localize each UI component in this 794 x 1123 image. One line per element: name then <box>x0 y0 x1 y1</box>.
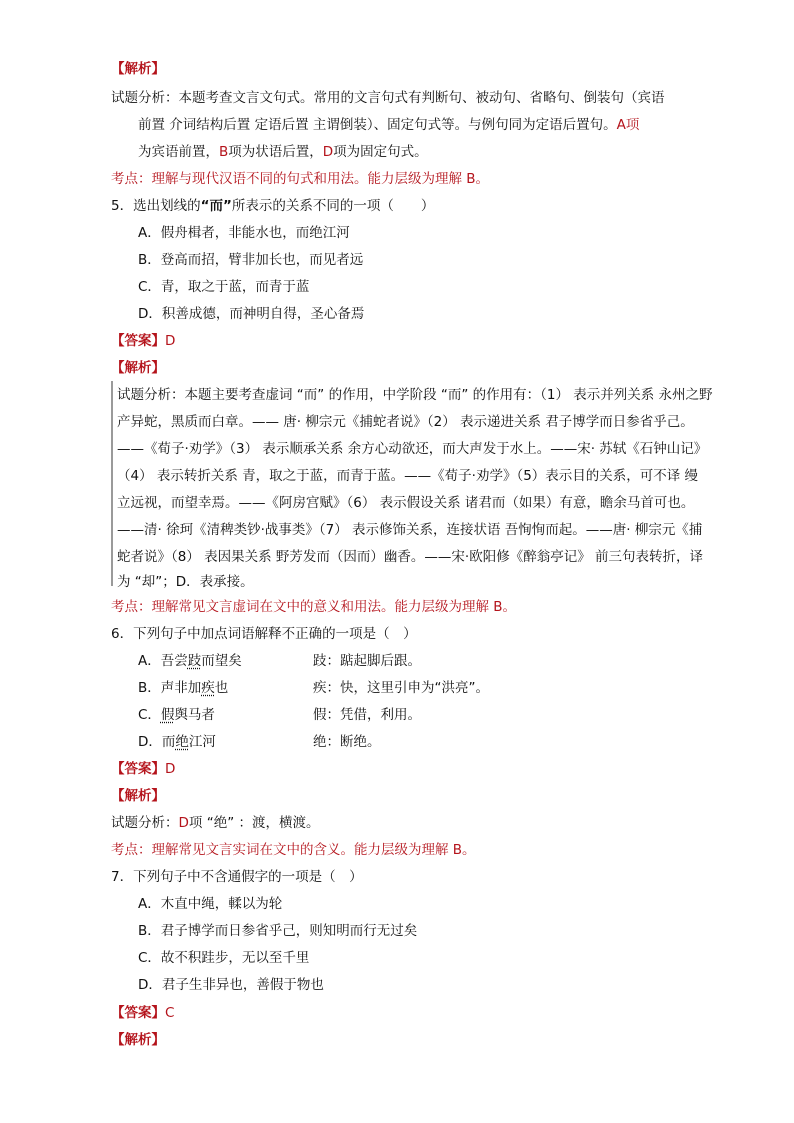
q5-analysis-line-1: 试题分析：本题主要考查虚词 “而” 的作用，中学阶段 “而” 的作用有：（1） 表示并列关系 永州之野 <box>117 387 713 403</box>
q7-option-c: C．故不积跬步，无以至千里 <box>138 950 310 966</box>
q5-stem-c: 所表示的关系不同的一项（ ） <box>231 198 435 214</box>
analysis-line-3-d: D <box>322 144 334 160</box>
q6-option-d-dotted: 绝 <box>175 734 189 750</box>
q6-analysis-b: D <box>178 815 189 831</box>
q7-answer-label: 【答案】 <box>111 1005 165 1021</box>
q6-option-c <box>138 705 215 725</box>
q6-option-d <box>138 732 216 752</box>
analysis-line-1: 试题分析：本题考查文言文句式。常用的文言句式有判断句、被动句、省略句、倒装句（宾语 <box>111 90 665 106</box>
q6-analysis <box>111 813 319 833</box>
q5-analysis-line-6: ——清· 徐珂《清稗类钞·战事类》（7） 表示修饰关系，连接状语 吾恂恂而起。——唐· 柳宗元《捕 <box>117 522 703 538</box>
q5-option-d: D．积善成德，而神明自得，圣心备焉 <box>138 306 365 322</box>
q6-option-b <box>138 678 228 698</box>
q6-answer <box>111 759 175 779</box>
q6-option-a-pre: A．吾尝 <box>138 653 188 669</box>
q6-kaodian-label: 考点： <box>111 842 152 858</box>
q6-kaodian <box>111 840 476 860</box>
q6-option-b-dotted: 疾 <box>201 680 215 696</box>
analysis-box-border <box>111 381 113 586</box>
analysis-line-3-a: 为宾语前置， <box>138 144 219 160</box>
analysis-line-3-c: 项为状语后置， <box>228 144 323 160</box>
q5-analysis-line-3: ——《荀子·劝学》（3） 表示顺承关系 余方心动欲还，而大声发于水上。——宋· 苏轼《石钟山记》 <box>117 441 708 457</box>
q6-answer-value: D <box>165 761 176 777</box>
q7-option-b: B．君子博学而日参省乎己，则知明而行无过矣 <box>138 923 418 939</box>
q6-kaodian-text: 理解常见文言实词在文中的含义。能力层级为理解 B。 <box>151 842 476 858</box>
q6-answer-label: 【答案】 <box>111 761 165 777</box>
q5-stem-b: “而” <box>200 198 232 214</box>
q5-kaodian-text: 理解常见文言虚词在文中的意义和用法。能力层级为理解 B。 <box>151 599 517 615</box>
kaodian-text: 理解与现代汉语不同的句式和用法。能力层级为理解 B。 <box>151 171 490 187</box>
q5-kaodian <box>111 597 516 617</box>
q6-option-b-pre: B．声非加 <box>138 680 202 696</box>
q5-option-a: A．假舟楫者，非能水也，而绝江河 <box>138 225 350 241</box>
q6-option-a-post: 而望矣 <box>201 653 242 669</box>
analysis-line-2-option: A项 <box>616 117 640 133</box>
kaodian-line-1 <box>111 169 489 189</box>
q6-option-d-pre: D．而 <box>138 734 176 750</box>
q6-option-d-explanation: 绝：断绝。 <box>313 734 381 750</box>
q6-analysis-a: 试题分析： <box>111 815 179 831</box>
q6-option-c-post: 舆马者 <box>174 707 215 723</box>
q5-analysis-line-2: 产异蛇，黑质而白章。—— 唐· 柳宗元《捕蛇者说》（2） 表示递进关系 君子博学而日参省乎己。 <box>117 414 694 430</box>
q5-stem-a: 5．选出划线的 <box>111 198 201 214</box>
question-7-stem: 7．下列句子中不含通假字的一项是（ ） <box>111 869 363 885</box>
q5-answer-label: 【答案】 <box>111 333 165 349</box>
analysis-line-3 <box>138 142 428 162</box>
question-5-stem <box>111 196 434 216</box>
q6-option-c-dotted: 假 <box>160 707 175 723</box>
q6-option-c-pre: C． <box>138 707 161 723</box>
q5-kaodian-label: 考点： <box>111 599 152 615</box>
q7-answer <box>111 1003 174 1023</box>
kaodian-label: 考点： <box>111 171 152 187</box>
q5-analysis-line-7: 蛇者说》（8） 表因果关系 野芳发而（因而）幽香。——宋·欧阳修《醉翁亭记》 前三句表转折，译 <box>117 549 704 565</box>
q6-option-b-post: 也 <box>214 680 229 696</box>
q6-option-b-explanation: 疾：快，这里引申为“洪亮”。 <box>313 680 489 696</box>
q5-answer <box>111 331 175 351</box>
analysis-line-3-b: B <box>219 144 229 160</box>
q6-option-c-explanation: 假：凭借，利用。 <box>313 707 421 723</box>
analysis-heading: 【解析】 <box>111 61 165 77</box>
question-6-stem: 6．下列句子中加点词语解释不正确的一项是（ ） <box>111 626 417 642</box>
q7-option-a: A．木直中绳，輮以为轮 <box>138 896 283 912</box>
q6-option-a <box>138 651 242 671</box>
q5-analysis-line-8: 为 “却”；D．表承接。 <box>117 574 254 590</box>
q6-analysis-heading: 【解析】 <box>111 788 165 804</box>
analysis-line-2 <box>138 115 639 135</box>
q5-answer-value: D <box>165 333 176 349</box>
q7-answer-value: C <box>165 1005 175 1021</box>
q6-option-a-explanation: 跂：踮起脚后跟。 <box>313 653 421 669</box>
q7-analysis-heading: 【解析】 <box>111 1032 165 1048</box>
q5-analysis-heading: 【解析】 <box>111 360 165 376</box>
q6-option-a-dotted: 跂 <box>187 653 202 669</box>
analysis-line-2-text: 前置 介词结构后置 定语后置 主谓倒装）、固定句式等。与例句同为定语后置句。 <box>138 117 617 133</box>
analysis-line-3-e: 项为固定句式。 <box>333 144 428 160</box>
q7-option-d: D．君子生非异也，善假于物也 <box>138 977 324 993</box>
q6-option-d-post: 江河 <box>188 734 216 750</box>
q5-analysis-line-5: 立远视，而望幸焉。——《阿房宫赋》（6） 表示假设关系 诸君而（如果）有意，瞻余马首可也。 <box>117 495 695 511</box>
q6-analysis-c: 项 “绝” ：渡，横渡。 <box>188 815 320 831</box>
q5-option-c: C．青，取之于蓝，而青于蓝 <box>138 279 310 295</box>
q5-option-b: B．登高而招，臂非加长也，而见者远 <box>138 252 364 268</box>
q5-analysis-line-4: （4） 表示转折关系 青，取之于蓝，而青于蓝。——《荀子·劝学》（5）表示目的关系，可不译 缦 <box>117 468 699 484</box>
